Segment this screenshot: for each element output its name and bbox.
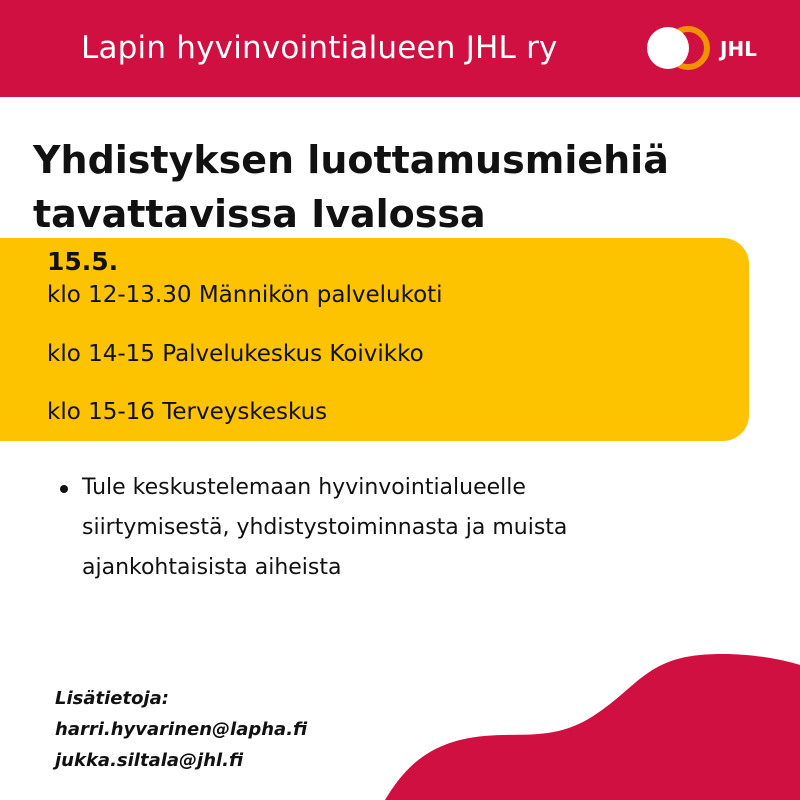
headline — [33, 133, 793, 241]
logo-text: JHL — [720, 37, 757, 61]
bullet-dot — [60, 485, 68, 493]
schedule-slot: klo 14-15 Palvelukeskus Koivikko — [47, 341, 424, 367]
contact-email-link[interactable]: harri.hyvarinen@lapha.fi — [55, 719, 308, 740]
schedule-slot: klo 12-13.30 Männikön palvelukoti — [47, 282, 443, 308]
info-list-item — [60, 468, 660, 588]
headline-line-1: Yhdistyksen luottamusmiehiä — [33, 138, 669, 182]
info-text: Tule keskustelemaan hyvinvointialueelle siirtymisestä, yhdistystoiminnasta ja muista ajankohtaisista aiheista — [82, 475, 568, 580]
schedule-slot: klo 15-16 Terveyskeskus — [47, 399, 328, 425]
event-date: 15.5. — [47, 247, 119, 276]
jhl-logo — [642, 20, 772, 76]
header-bar — [0, 0, 800, 97]
organization-title: Lapin hyvinvointialueen JHL ry — [81, 30, 558, 66]
headline-line-2: tavattavissa Ivalossa — [33, 192, 486, 236]
contact-label: Lisätietoja: — [55, 688, 169, 709]
contact-info — [55, 683, 307, 776]
info-list — [60, 468, 660, 588]
contact-email-link[interactable]: jukka.siltala@jhl.fi — [55, 750, 244, 771]
logo-white-circle — [647, 27, 689, 69]
